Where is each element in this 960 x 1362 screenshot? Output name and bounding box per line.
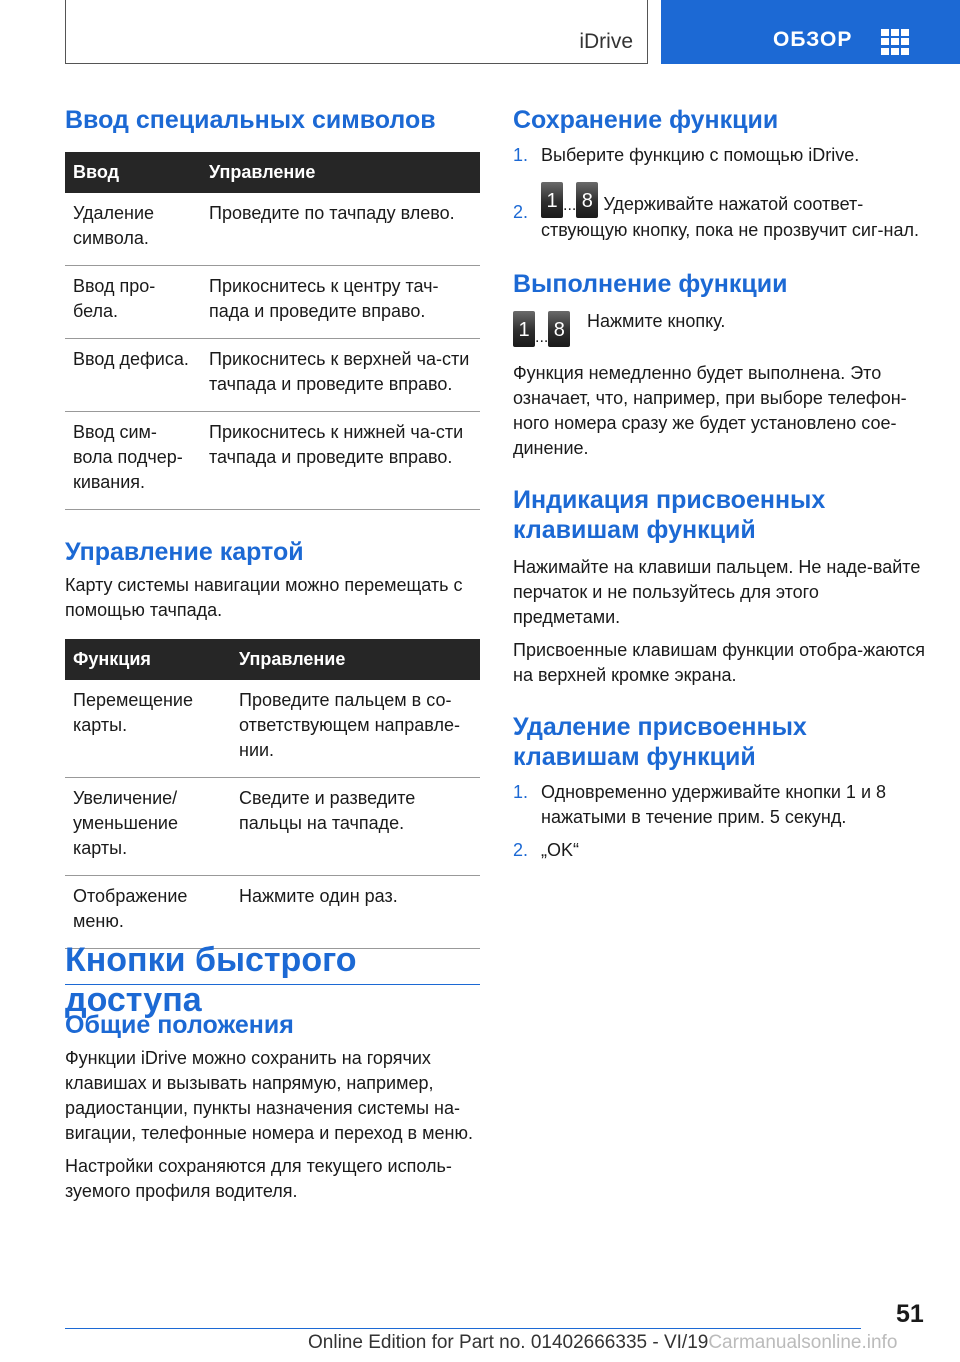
table-cell: Ввод сим-вола подчер-кивания.: [65, 412, 201, 510]
ellipsis: ...: [535, 329, 549, 346]
section-rule: [65, 984, 480, 985]
grid-icon: [881, 29, 909, 55]
table-cell: Ввод дефиса.: [65, 339, 201, 412]
table-row: [65, 778, 480, 876]
key-8-icon: 8: [548, 311, 570, 347]
list-item: [513, 838, 928, 863]
table-cell: Увеличение/ уменьшение карты.: [65, 778, 231, 876]
save-title: Сохранение функции: [513, 106, 779, 134]
table-cell: Сведите и разведите пальцы на тачпаде.: [231, 778, 480, 876]
exec-line: Нажмите кнопку.: [587, 311, 726, 331]
header-product: iDrive: [579, 30, 633, 53]
table-cell: Удаление символа.: [65, 193, 201, 266]
table-cell: Проведите по тачпаду влево.: [201, 193, 480, 266]
special-chars-table: [65, 152, 480, 510]
table-row: [65, 876, 480, 949]
exec-keys-line: [513, 311, 928, 351]
general-title: Общие положения: [65, 1011, 294, 1039]
indicate-paragraph-2: Присвоенные клавишам функции отобра-жаются на верхней кромке экрана.: [513, 640, 926, 685]
header-box: [65, 0, 648, 64]
list-item: [513, 143, 928, 168]
footer-edition: [308, 1332, 897, 1354]
delete-steps: [513, 780, 928, 863]
delete-title: Удаление присвоенных клавишам функций: [513, 713, 807, 771]
special-chars-title: Ввод специальных символов: [65, 106, 436, 134]
general-paragraph: Функции iDrive можно сохранить на горячих клавишах и вызывать напрямую, например, радиостанции, пункты назначения системы на-вигации, телефонные номера и переход в меню.: [65, 1048, 473, 1143]
profile-paragraph: Настройки сохраняются для текущего исполь-зуемого профиля водителя.: [65, 1156, 452, 1201]
table-header: Функция: [65, 639, 231, 680]
footer-rule: [65, 1328, 861, 1329]
table-cell: Нажмите один раз.: [231, 876, 480, 949]
exec-paragraph: Функция немедленно будет выполнена. Это означает, что, например, при выборе телефон-ного номера сразу же будет установлено сое-динение.: [513, 363, 907, 458]
table-cell: Прикоснитесь к верхней ча-сти тачпада и проведите вправо.: [201, 339, 480, 412]
table-cell: Прикоснитесь к центру тач-пада и проведите вправо.: [201, 266, 480, 339]
right-column: [513, 105, 928, 863]
list-item: [513, 780, 928, 830]
table-row: [65, 266, 480, 339]
table-row: [65, 339, 480, 412]
ellipsis: ...: [563, 197, 577, 214]
page-number: 51: [896, 1300, 924, 1328]
left-column: [65, 105, 480, 949]
table-row: [65, 680, 480, 778]
step-number: 2.: [513, 202, 529, 222]
save-steps: [513, 143, 928, 243]
table-cell: Ввод про-бела.: [65, 266, 201, 339]
indicate-title: Индикация присвоенных клавишам функций: [513, 486, 826, 544]
step-number: 1.: [513, 782, 529, 802]
step-number: 1.: [513, 145, 529, 165]
section-tab[interactable]: [661, 0, 960, 64]
quick-access-section: [65, 940, 480, 1020]
step-number: 2.: [513, 840, 529, 860]
key-1-icon: 1: [541, 182, 563, 218]
key-8-icon: 8: [576, 182, 598, 218]
table-row: [65, 412, 480, 510]
step-text: Одновременно удерживайте кнопки 1 и 8 нажатыми в течение прим. 5 секунд.: [541, 782, 887, 827]
exec-title: Выполнение функции: [513, 270, 788, 298]
table-header: Управление: [231, 639, 480, 680]
table-header: Ввод: [65, 152, 201, 193]
section-tab-label: ОБЗОР: [773, 28, 853, 51]
step-text: Удерживайте нажатой соответ-ствующую кнопку, пока не прозвучит сиг-нал.: [541, 194, 919, 240]
watermark: Carmanualsonline.info: [708, 1332, 898, 1353]
step-text: Выберите функцию с помощью iDrive.: [541, 145, 860, 165]
edition-text: Online Edition for Part no. 01402666335 - VI/19: [308, 1332, 709, 1353]
general-section: [65, 1010, 480, 1204]
indicate-paragraph-1: Нажимайте на клавиши пальцем. Не наде-вайте перчаток и не пользуйтесь для этого предметами.: [513, 557, 921, 627]
table-header: Управление: [201, 152, 480, 193]
quick-access-title: Кнопки быстрого доступа: [65, 941, 357, 1019]
key-1-icon: 1: [513, 311, 535, 347]
table-cell: Отображение меню.: [65, 876, 231, 949]
map-table: [65, 639, 480, 949]
map-title: Управление картой: [65, 538, 304, 566]
table-cell: Прикоснитесь к нижней ча-сти тачпада и проведите вправо.: [201, 412, 480, 510]
step-text: „OK“: [541, 840, 579, 860]
list-item: [513, 182, 928, 243]
table-row: [65, 193, 480, 266]
table-cell: Перемещение карты.: [65, 680, 231, 778]
table-cell: Проведите пальцем в со-ответствующем направле-нии.: [231, 680, 480, 778]
map-intro: Карту системы навигации можно перемещать с помощью тачпада.: [65, 575, 463, 620]
